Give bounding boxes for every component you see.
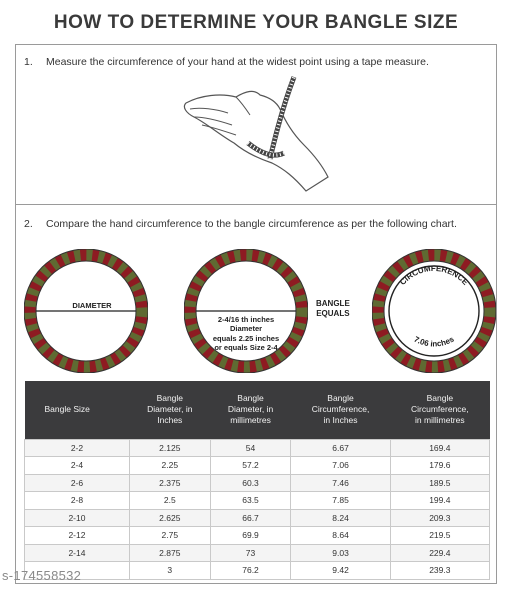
cell-diameter-in: 2.5 bbox=[129, 492, 210, 510]
measure-section bbox=[16, 45, 496, 205]
cell-circumference-in: 8.64 bbox=[291, 527, 390, 545]
cell-diameter-mm: 73 bbox=[210, 544, 291, 562]
table-row bbox=[25, 562, 490, 580]
cell-circumference-mm: 169.4 bbox=[390, 439, 489, 457]
diameter-label: DIAMETER bbox=[72, 301, 112, 310]
cell-diameter-in: 2.25 bbox=[129, 457, 210, 475]
cell-diameter-mm: 60.3 bbox=[210, 474, 291, 492]
step-1 bbox=[24, 56, 429, 68]
cell-size: 2-10 bbox=[25, 509, 130, 527]
cell-size: 2-4 bbox=[25, 457, 130, 475]
cell-diameter-in: 2.75 bbox=[129, 527, 210, 545]
cell-circumference-mm: 209.3 bbox=[390, 509, 489, 527]
cell-diameter-mm: 76.2 bbox=[210, 562, 291, 580]
size-example-line-1: 2-4/16 th inches Diameter bbox=[217, 315, 275, 334]
circumference-label: CIRCUMFERENCE bbox=[398, 263, 470, 287]
cell-diameter-mm: 63.5 bbox=[210, 492, 291, 510]
cell-circumference-mm: 179.6 bbox=[390, 457, 489, 475]
cell-diameter-mm: 57.2 bbox=[210, 457, 291, 475]
cell-circumference-in: 9.42 bbox=[291, 562, 390, 580]
table-row bbox=[25, 509, 490, 527]
cell-size: 2-2 bbox=[25, 439, 130, 457]
step-1-number: 1. bbox=[24, 56, 33, 68]
bangle-diagrams bbox=[16, 239, 496, 379]
cell-circumference-mm: 189.5 bbox=[390, 474, 489, 492]
step-2 bbox=[24, 218, 457, 230]
cell-circumference-mm: 239.3 bbox=[390, 562, 489, 580]
header-circumference-inches: Bangle Circumference, in Inches bbox=[291, 381, 390, 439]
bangle-size-diagram bbox=[184, 249, 308, 373]
cell-circumference-in: 6.67 bbox=[291, 439, 390, 457]
cell-diameter-in: 3 bbox=[129, 562, 210, 580]
table-row bbox=[25, 492, 490, 510]
table-row bbox=[25, 474, 490, 492]
table-row bbox=[25, 457, 490, 475]
table-row bbox=[25, 527, 490, 545]
cell-size: 2-12 bbox=[25, 527, 130, 545]
cell-size: 2-14 bbox=[25, 544, 130, 562]
step-1-text: Measure the circumference of your hand at the widest point using a tape measure. bbox=[46, 56, 429, 68]
circumference-value: 7.06 inches bbox=[412, 334, 456, 349]
bangle-equals-label bbox=[316, 299, 350, 318]
cell-diameter-mm: 69.9 bbox=[210, 527, 291, 545]
header-circumference-mm: Bangle Circumference, in millimetres bbox=[390, 381, 489, 439]
bangle-size-table bbox=[24, 381, 490, 580]
cell-circumference-mm: 199.4 bbox=[390, 492, 489, 510]
cell-circumference-mm: 229.4 bbox=[390, 544, 489, 562]
page-title: HOW TO DETERMINE YOUR BANGLE SIZE bbox=[53, 12, 459, 33]
bangle-circumference-diagram bbox=[372, 249, 496, 373]
cell-diameter-in: 2.875 bbox=[129, 544, 210, 562]
header-bangle-size: Bangle Size bbox=[25, 381, 130, 439]
cell-circumference-in: 7.85 bbox=[291, 492, 390, 510]
cell-diameter-mm: 66.7 bbox=[210, 509, 291, 527]
table-row bbox=[25, 439, 490, 457]
cell-size: 2-8 bbox=[25, 492, 130, 510]
cell-diameter-in: 2.625 bbox=[129, 509, 210, 527]
size-example-line-3: or equals Size 2-4 bbox=[214, 343, 278, 353]
hand-measure-illustration bbox=[176, 73, 336, 198]
cell-circumference-in: 8.24 bbox=[291, 509, 390, 527]
cell-circumference-mm: 219.5 bbox=[390, 527, 489, 545]
step-2-text: Compare the hand circumference to the bangle circumference as per the following chart. bbox=[46, 218, 457, 230]
cell-size: 2-6 bbox=[25, 474, 130, 492]
size-example-line-2: equals 2.25 inches bbox=[212, 333, 280, 343]
header-diameter-inches: Bangle Diameter, in Inches bbox=[129, 381, 210, 439]
cell-diameter-in: 2.125 bbox=[129, 439, 210, 457]
cell-circumference-in: 7.46 bbox=[291, 474, 390, 492]
equals-line-1: BANGLE bbox=[316, 299, 350, 308]
equals-line-2: EQUALS bbox=[316, 308, 350, 318]
cell-circumference-in: 9.03 bbox=[291, 544, 390, 562]
table-row bbox=[25, 544, 490, 562]
watermark: s-174558532 bbox=[2, 568, 82, 583]
step-2-number: 2. bbox=[24, 218, 33, 230]
cell-diameter-mm: 54 bbox=[210, 439, 291, 457]
header-diameter-mm: Bangle Diameter, in millimetres bbox=[210, 381, 291, 439]
size-example-label bbox=[201, 315, 291, 353]
cell-circumference-in: 7.06 bbox=[291, 457, 390, 475]
cell-diameter-in: 2.375 bbox=[129, 474, 210, 492]
bangle-diameter-diagram bbox=[24, 249, 148, 373]
size-guide-frame bbox=[15, 44, 497, 584]
table-header-row bbox=[25, 381, 490, 439]
